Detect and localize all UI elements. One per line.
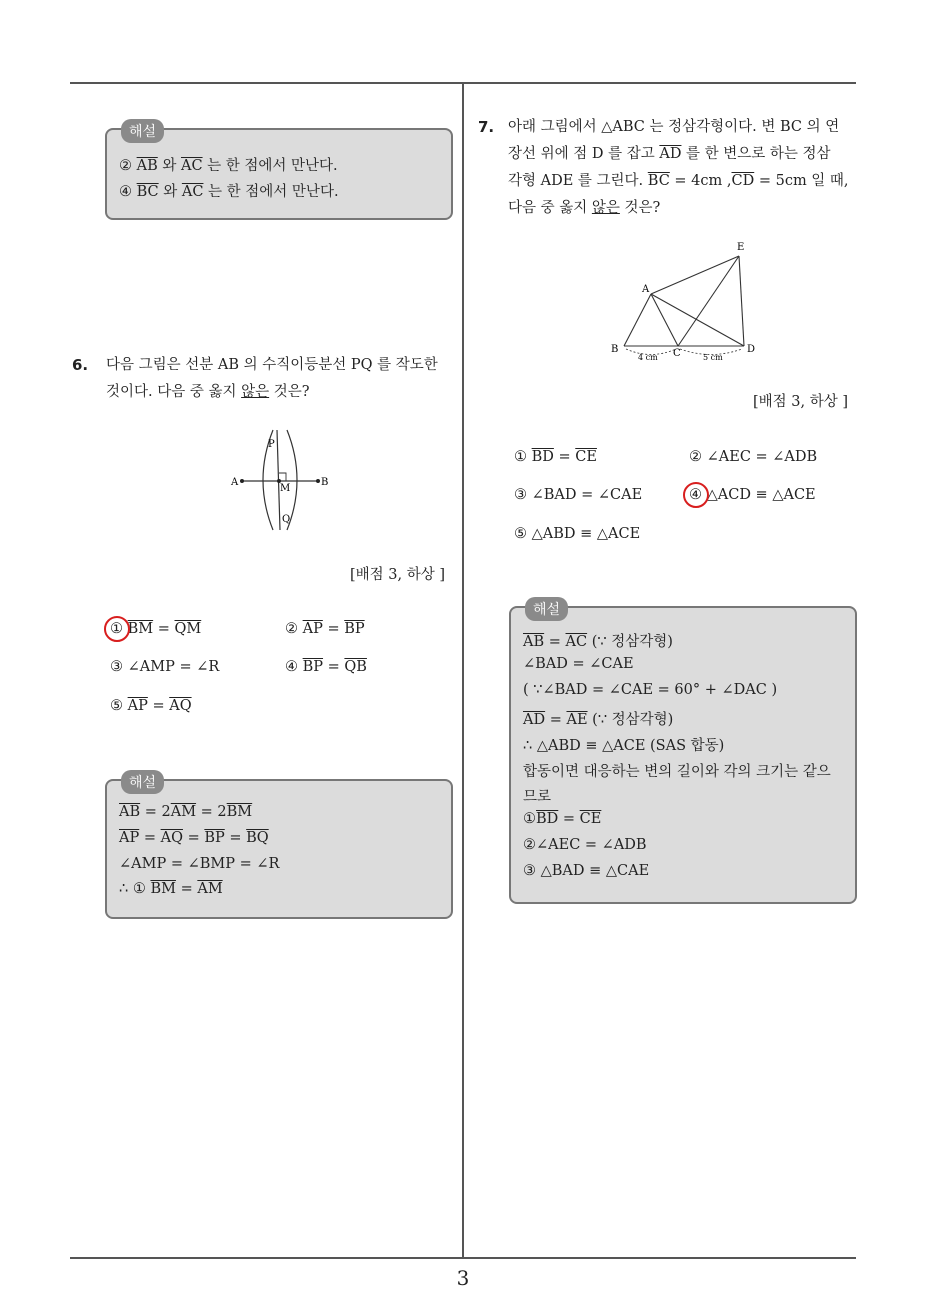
question-7-choice-2[interactable]: ② ∠AEC = ∠ADB [689,449,818,465]
bottom-rule [70,1257,856,1259]
solution-line: $\overline{AD} = \overline{AE}$ (∵ 정삼각형) [523,712,674,728]
question-6-choice-2[interactable]: ② $\overline{AP} = \overline{BP}$ [285,621,365,637]
line-ab-symbol: $\overline{AB}$ [136,158,158,174]
label-q: Q [282,514,291,525]
label-d: D [747,344,756,355]
equilateral-triangles-figure [606,238,766,366]
solution-line: ∴ △ABD ≡ △ACE (SAS 합동) [523,738,725,754]
segment-de [739,256,744,346]
segment-ab [624,294,651,346]
solution-box-q5 [105,124,453,220]
solution-line: ②∠AEC = ∠ADB [523,837,647,853]
label-b: B [321,477,329,488]
solution-tag: 해설 [121,770,164,794]
line-bc-symbol: $\overline{BC}$ [136,184,159,200]
perpendicular-bisector-figure [225,425,335,535]
label-bc-length: 4 cm [638,353,658,362]
answer-mark-circle [104,616,130,642]
answer-mark-circle [683,482,709,508]
solution-line: ∴ ① $\overline{BM} = \overline{AM}$ [119,881,223,897]
question-7-choice-1[interactable]: ① $\overline{BD} = \overline{CE}$ [514,449,597,465]
label-c: C [673,348,681,359]
question-7-number: 7. [478,118,495,136]
label-m: M [280,483,291,494]
point-b [316,479,320,483]
solution-box-q6 [105,775,453,919]
question-7-choice-5[interactable]: ⑤ △ABD ≡ △ACE [514,526,641,542]
solution-tag: 해설 [121,119,164,143]
question-6-choice-5[interactable]: ⑤ $\overline{AP} = \overline{AQ}$ [110,698,192,714]
question-6-text: 다음 그림은 선분 AB 의 수직이등분선 PQ 를 작도한 것이다. 다음 중 옳지 않은 것은? [106,357,438,400]
solution-box-q7 [509,602,857,904]
question-7-choice-4[interactable]: ④ △ACD ≡ △ACE [689,487,816,503]
label-p: P [268,439,275,450]
question-6-choice-4[interactable]: ④ $\overline{BP} = \overline{QB}$ [285,659,367,675]
line-ac-symbol: $\overline{AC}$ [180,158,203,174]
page-number: 3 [456,1266,470,1290]
solution-line: ∠BAD = ∠CAE [523,656,634,672]
solution-line: 므로 [523,789,552,805]
solution-line: 합동이면 대응하는 변의 길이와 각의 크기는 같으 [523,764,831,780]
question-6-number: 6. [72,356,89,374]
solution-line: $\overline{AP} = \overline{AQ} = \overline{BP} = \overline{BQ}$ [119,830,269,846]
question-6-choice-1[interactable]: ① $\overline{BM} = \overline{QM}$ [110,621,202,637]
solution-tag: 해설 [525,597,568,621]
solution-line: ③ △BAD ≡ △CAE [523,863,650,879]
solution-line: ( ∵∠BAD = ∠CAE = 60° + ∠DAC ) [523,682,778,698]
solution-line: $①\overline{BD} = \overline{CE}$ [523,811,602,827]
label-cd-length: 5 cm [703,353,723,362]
label-b: B [611,344,619,355]
question-6-choice-3[interactable]: ③ ∠AMP = ∠R [110,659,220,675]
solution-line: ∠AMP = ∠BMP = ∠R [119,856,280,872]
question-7-text: 아래 그림에서 △ABC 는 정삼각형이다. 변 BC 의 연 장선 위에 점 D 를 잡고 $\overline{AD}$ 를 한 변으로 하는 정삼 각형 ADE 를 그린다. $\overline{BC} = 4cm$ $,\overline{CD} = 5cm$ 일 때, 다음 중 옳지 않은 것은? [508,119,849,216]
solution-line: ④ $\overline{BC}$ 와 $\overline{AC}$ 는 한 점에서 만난다. [119,184,339,200]
column-divider [462,83,464,1258]
question-6-score: [배점 3, 하상 ] [350,567,446,583]
solution-line: $\overline{AB} = \overline{AC}$ (∵ 정삼각형) [523,634,673,650]
solution-line: $\overline{AB} = 2\overline{AM} = 2\overline{BM}$ [119,804,253,820]
question-7-choice-3[interactable]: ③ ∠BAD = ∠CAE [514,487,643,503]
label-a: A [231,477,239,488]
label-a: A [642,284,650,295]
label-e: E [737,242,745,253]
point-a [240,479,244,483]
solution-line: ② $\overline{AB}$ 와 $\overline{AC}$ 는 한 점에서 만난다. [119,158,338,174]
question-7-score: [배점 3, 하상 ] [753,394,849,410]
line-ac-symbol: $\overline{AC}$ [181,184,204,200]
